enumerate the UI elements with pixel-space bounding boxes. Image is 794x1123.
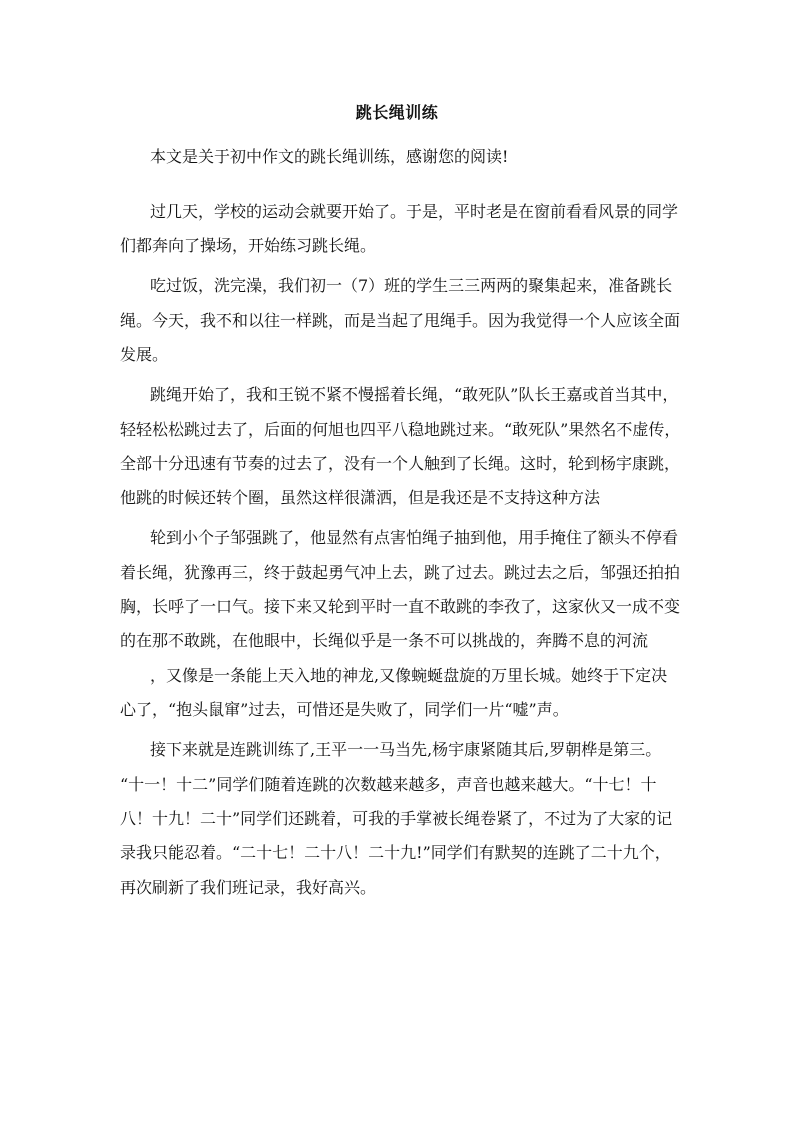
- paragraph: [120, 733, 680, 905]
- text-line: 们都奔向了操场，开始练习跳长绳。: [120, 236, 377, 256]
- text-line: 接下来就是连跳训练了,王平一一马当先,杨宇康紧随其后,罗朝桦是第三。: [150, 740, 662, 760]
- paragraph: [120, 521, 680, 727]
- text-line: 发展。: [120, 345, 169, 365]
- text-line: 吃过饭，洗完澡，我们初一（7）班的学生三三两两的聚集起来，准备跳长: [150, 276, 673, 296]
- text-line: ，又像是一条能上天入地的神龙,又像蜿蜒盘旋的万里长城。她终于下定决: [150, 665, 668, 685]
- paragraph: [120, 269, 680, 372]
- text-line: 轻轻松松跳过去了，后面的何旭也四平八稳地跳过来。“敢死队”果然名不虚传，: [120, 419, 681, 439]
- text-line: 他跳的时候还转个圈，虽然这样很潇洒，但是我还是不支持这种方法: [120, 488, 601, 508]
- paragraph: [120, 195, 680, 264]
- text-line: 轮到小个子邹强跳了，他显然有点害怕绳子抽到他，用手掩住了额头不停看: [150, 528, 679, 548]
- document-title: 跳长绳训练: [355, 103, 439, 122]
- text-line: 的在那不敢跳，在他眼中，长绳似乎是一条不可以挑战的，奔腾不息的河流: [120, 631, 649, 651]
- paragraph: [120, 378, 680, 516]
- text-line: 胸，长呼了一口气。接下来又轮到平时一直不敢跳的李孜了，这家伙又一成不变: [120, 597, 681, 617]
- text-line: “十一！十二”同学们随着连跳的次数越来越多，声音也越来越大。“十七！十: [120, 774, 657, 794]
- text-line: 心了，“抱头鼠窜”过去，可惜还是失败了，同学们一片“嘘”声。: [120, 700, 569, 720]
- text-line: 过几天，学校的运动会就要开始了。于是，平时老是在窗前看看风景的同学: [150, 202, 679, 221]
- body-text: [120, 195, 680, 905]
- text-line: 录我只能忍着。“二十七！二十八！二十九!”同学们有默契的连跳了二十九个，: [120, 843, 671, 863]
- text-line: 跳绳开始了，我和王锐不紧不慢摇着长绳，“敢死队”队长王嘉或首当其中，: [150, 385, 679, 405]
- text-line: 再次刷新了我们班记录，我好高兴。: [120, 877, 377, 897]
- text-line: 八！十九！二十”同学们还跳着，可我的手掌被长绳卷紧了，不过为了大家的记: [120, 809, 673, 829]
- text-line: 全部十分迅速有节奏的过去了，没有一个人触到了长绳。这时，轮到杨宇康跳，: [120, 453, 681, 473]
- intro-text: 本文是关于初中作文的跳长绳训练，感谢您的阅读!: [150, 147, 509, 166]
- text-line: 绳。今天，我不和以往一样跳，而是当起了甩绳手。因为我觉得一个人应该全面: [120, 310, 681, 330]
- text-line: 着长绳，犹豫再三，终于鼓起勇气冲上去，跳了过去。跳过去之后，邹强还拍拍: [120, 562, 681, 582]
